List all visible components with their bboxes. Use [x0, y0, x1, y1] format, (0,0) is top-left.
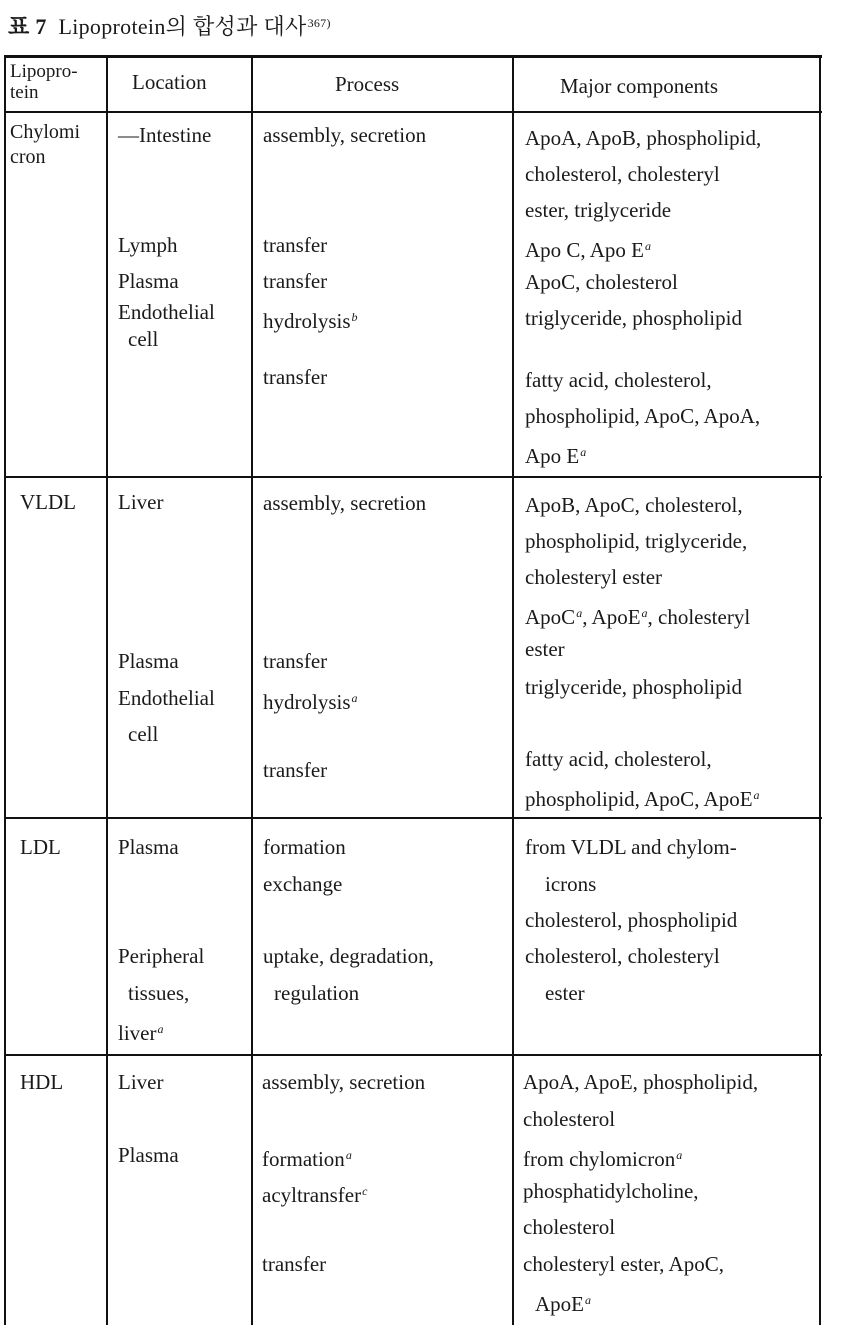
component-text: ApoE — [535, 1292, 584, 1316]
component-cell: cholesterol — [523, 1107, 616, 1131]
row-divider-ldl — [4, 1054, 822, 1056]
component-cell: icrons — [545, 872, 597, 896]
lipoprotein-name: HDL — [20, 1070, 64, 1094]
process-text: hydrolysis — [263, 309, 351, 333]
header-lipoprotein-line1: Lipopro- — [10, 61, 78, 82]
row-divider-vldl — [4, 817, 822, 819]
component-cell: cholesteryl ester — [525, 565, 663, 589]
component-text: , ApoE — [582, 605, 641, 629]
process-cell: transfer — [263, 758, 328, 782]
process-cell: transfer — [262, 1252, 327, 1276]
component-cell: triglyceride, phospholipid — [525, 675, 742, 699]
row-divider-chylomicron — [4, 476, 822, 478]
header-process: Process — [335, 72, 400, 96]
process-cell: transfer — [263, 365, 328, 389]
component-cell: triglyceride, phospholipid — [525, 306, 742, 330]
process-text: acyltransfer — [262, 1183, 362, 1207]
location-cell: Liver — [118, 490, 164, 514]
component-cell: ester, triglyceride — [525, 198, 672, 222]
component-cell: phospholipid, triglyceride, — [525, 529, 748, 553]
component-cell: ApoB, ApoC, cholesterol, — [525, 493, 743, 517]
component-cell: cholesterol, phospholipid — [525, 908, 738, 932]
lipoprotein-name: LDL — [20, 835, 61, 859]
component-text: ApoC — [525, 605, 576, 629]
component-cell: phosphatidylcholine, — [523, 1179, 699, 1203]
table-top-rule — [4, 55, 822, 58]
location-cell: Lymph — [118, 233, 178, 257]
footnote-mark: a — [645, 239, 652, 253]
footnote-mark: c — [362, 1184, 368, 1198]
component-cell: ester — [525, 637, 565, 661]
process-cell: assembly, secretion — [262, 1070, 426, 1094]
component-cell — [525, 228, 651, 268]
footnote-mark: a — [157, 1022, 164, 1036]
location-cell: Endothelial — [118, 300, 215, 324]
header-major-components: Major components — [560, 74, 719, 98]
location-cell: Liver — [118, 1070, 164, 1094]
footnote-mark: a — [676, 1148, 683, 1162]
footnote-mark: a — [345, 1148, 352, 1162]
footnote-mark: a — [641, 606, 648, 620]
component-cell: cholesterol, cholesteryl — [525, 944, 720, 968]
location-cell: Peripheral — [118, 944, 205, 968]
table-right-border — [819, 55, 821, 1325]
table-left-border — [4, 55, 6, 1325]
table-title: Lipoprotein의 합성과 대사 — [58, 14, 307, 39]
lipoprotein-name — [10, 120, 80, 170]
footnote-mark: b — [351, 310, 358, 324]
process-text: hydrolysis — [263, 690, 351, 714]
location-cell: Plasma — [118, 1143, 179, 1167]
location-cell: Endothelial — [118, 686, 215, 710]
component-cell: ApoA, ApoE, phospholipid, — [523, 1070, 759, 1094]
header-lipoprotein — [10, 61, 78, 103]
location-cell: Plasma — [118, 649, 179, 673]
process-cell: regulation — [274, 981, 360, 1005]
process-cell: transfer — [263, 649, 328, 673]
location-cell: —Intestine — [118, 123, 212, 147]
component-cell — [523, 1137, 682, 1177]
process-cell — [263, 680, 358, 720]
process-cell: assembly, secretion — [263, 123, 427, 147]
component-cell: ApoA, ApoB, phospholipid, — [525, 126, 762, 150]
component-text: from chylomicron — [523, 1147, 676, 1171]
location-cell: Plasma — [118, 269, 179, 293]
process-cell — [262, 1137, 352, 1177]
component-cell: fatty acid, cholesterol, — [525, 368, 712, 392]
location-cell: Plasma — [118, 835, 179, 859]
component-text: phospholipid, ApoC, ApoE — [525, 787, 753, 811]
component-cell: ester — [545, 981, 585, 1005]
process-cell: exchange — [263, 872, 343, 896]
component-cell — [525, 434, 586, 474]
component-cell: cholesterol, cholesteryl — [525, 162, 720, 186]
header-lipoprotein-line2: tein — [10, 82, 39, 103]
process-cell: transfer — [263, 233, 328, 257]
footnote-mark: a — [576, 606, 583, 620]
column-divider-3 — [512, 55, 514, 1325]
reference-superscript: 367) — [307, 16, 331, 30]
table-caption — [8, 10, 331, 41]
component-text: Apo C, Apo E — [525, 238, 645, 262]
location-cell: cell — [128, 722, 159, 746]
process-cell: uptake, degradation, — [263, 944, 434, 968]
process-cell: assembly, secretion — [263, 491, 427, 515]
footnote-mark: a — [585, 1293, 591, 1307]
location-text: liver — [118, 1021, 157, 1045]
lipoprotein-name: VLDL — [20, 490, 76, 514]
location-cell: tissues, — [128, 981, 190, 1005]
component-cell: cholesterol — [523, 1215, 616, 1239]
column-divider-1 — [106, 55, 108, 1325]
header-bottom-rule — [4, 111, 822, 113]
component-cell: cholesteryl ester, ApoC, — [523, 1252, 724, 1276]
component-cell — [525, 595, 750, 635]
location-cell — [118, 1011, 163, 1051]
component-text: , cholesteryl — [647, 605, 751, 629]
column-divider-2 — [251, 55, 253, 1325]
process-text: formation — [262, 1147, 345, 1171]
footnote-mark: a — [753, 788, 760, 802]
component-cell: from VLDL and chylom- — [525, 835, 737, 859]
process-cell — [263, 299, 358, 339]
footnote-mark: a — [580, 445, 587, 459]
location-cell: cell — [128, 327, 159, 351]
lipoprotein-name-line2: cron — [10, 146, 46, 168]
header-location: Location — [132, 70, 207, 94]
component-cell — [525, 777, 760, 817]
footnote-mark: a — [351, 691, 358, 705]
table-number: 표 7 — [8, 14, 47, 39]
lipoprotein-name-line1: Chylomi — [10, 121, 81, 143]
process-cell: transfer — [263, 269, 328, 293]
process-cell: formation — [263, 835, 346, 859]
component-cell — [535, 1282, 591, 1322]
process-cell — [262, 1173, 367, 1213]
component-cell: phospholipid, ApoC, ApoA, — [525, 404, 761, 428]
component-text: Apo E — [525, 444, 580, 468]
component-cell: fatty acid, cholesterol, — [525, 747, 712, 771]
component-cell: ApoC, cholesterol — [525, 270, 678, 294]
